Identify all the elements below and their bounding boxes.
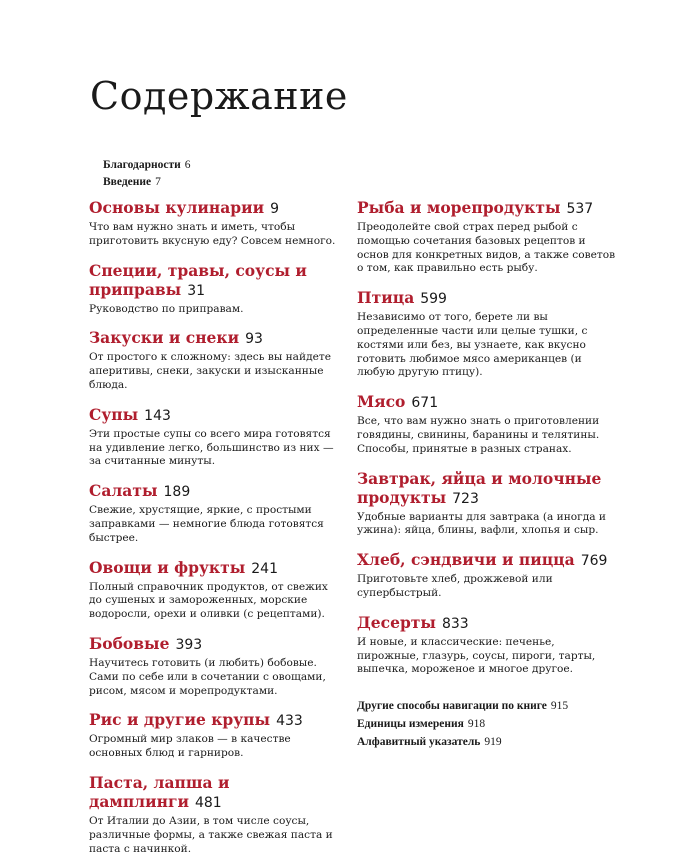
- front-matter-page: 7: [155, 176, 161, 188]
- chapter-description: Преодолейте свой страх перед рыбой с помощью сочетания базовых рецептов и основ для конкретных видов, а также советов о том, как правильно есть рыбу.: [357, 221, 616, 275]
- chapter-page: 769: [580, 553, 608, 570]
- chapter-description: Удобные варианты для завтрака (а иногда и ужина): яйца, блины, вафли, хлопья и сыр.: [357, 510, 606, 537]
- back-matter-label: Алфавитный указатель: [357, 736, 481, 749]
- chapter-entry[interactable]: [357, 392, 617, 456]
- front-matter-label: Благодарности: [103, 159, 181, 171]
- front-matter-item[interactable]: [103, 174, 190, 191]
- chapter-heading: [89, 773, 344, 813]
- back-matter-list: [357, 697, 617, 751]
- chapter-description: От простого к сложному: здесь вы найдете аперитивы, снеки, закуски и изысканные блюда.: [89, 351, 331, 391]
- chapter-title: Супы: [89, 404, 139, 424]
- chapter-title: Десерты: [357, 612, 436, 632]
- chapter-title: Салаты: [89, 481, 158, 501]
- chapter-heading: [357, 198, 617, 219]
- chapter-description: Свежие, хрустящие, яркие, с простыми заправками — немногие блюда готовятся быстрее.: [89, 504, 324, 544]
- back-matter-label: Другие способы навигации по книге: [357, 700, 547, 713]
- chapter-description: Эти простые супы со всего мира готовятся на удивление легко, большинство из них — за считанные минуты.: [89, 427, 334, 468]
- chapter-entry[interactable]: [357, 469, 617, 539]
- chapter-description: Все, что вам нужно знать о приготовлении говядины, свинины, баранины и телятины. Способы, принятые в разных странах.: [357, 415, 600, 455]
- chapter-heading: [357, 392, 617, 413]
- chapter-page: 537: [566, 201, 594, 217]
- chapter-page: 481: [194, 794, 222, 811]
- back-matter-page: 915: [550, 700, 569, 713]
- chapter-page: 9: [270, 201, 280, 217]
- front-matter-list: [103, 157, 190, 191]
- right-column: [357, 198, 617, 751]
- chapter-title: Бобовые: [89, 633, 170, 653]
- chapter-description: И новые, и классические: печенье, пирожные, глазурь, соусы, пироги, тарты, выпечка, мороженое и многое другое.: [357, 635, 596, 676]
- chapter-entry[interactable]: [357, 613, 617, 677]
- chapter-entry[interactable]: [89, 198, 344, 249]
- chapter-heading: [89, 198, 344, 219]
- chapter-entry[interactable]: [89, 558, 344, 622]
- chapter-description: Руководство по приправам.: [89, 302, 244, 315]
- chapter-page: 723: [452, 490, 479, 507]
- chapter-page: 393: [175, 636, 203, 653]
- chapter-heading: [89, 261, 344, 301]
- chapter-entry[interactable]: [89, 481, 344, 545]
- chapter-title: Птица: [357, 288, 415, 308]
- back-matter-page: 919: [484, 736, 502, 749]
- chapter-heading: [89, 558, 344, 579]
- chapter-page: 433: [276, 713, 303, 730]
- chapter-description: Независимо от того, берете ли вы определенные части или целые тушки, с костями или без, вы узнаете, как вкусно готовить любимое мясо американцев (и любую другую птицу).: [357, 311, 588, 379]
- back-matter-item[interactable]: [357, 715, 617, 733]
- chapter-title: Основы кулинарии: [89, 198, 265, 217]
- chapter-title: Завтрак, яйца и молочные продукты: [357, 468, 602, 507]
- chapter-description: Полный справочник продуктов, от свежих до сушеных и замороженных, морские водоросли, орехи и оливки (с рецептами).: [89, 580, 328, 621]
- chapter-page: 93: [245, 331, 263, 348]
- chapter-page: 599: [420, 291, 447, 308]
- chapter-title: Закуски и снеки: [89, 328, 240, 348]
- back-matter-item[interactable]: [357, 733, 617, 751]
- chapter-entry[interactable]: [89, 634, 344, 698]
- left-column: [89, 198, 344, 868]
- chapter-title: Специи, травы, соусы и приправы: [89, 260, 307, 299]
- chapter-page: 189: [163, 484, 191, 501]
- chapter-heading: [89, 634, 344, 655]
- chapter-entry[interactable]: [89, 405, 344, 469]
- chapter-heading: [357, 469, 617, 509]
- chapter-heading: [357, 288, 617, 309]
- chapter-entry[interactable]: [89, 328, 344, 392]
- chapter-page: 31: [187, 282, 206, 299]
- chapter-entry[interactable]: [357, 288, 617, 380]
- chapter-title: Рис и другие крупы: [89, 710, 271, 730]
- chapter-page: 143: [144, 407, 171, 424]
- chapter-page: 833: [441, 615, 469, 632]
- chapter-heading: [357, 613, 617, 634]
- chapter-description: Приготовьте хлеб, дрожжевой или супербыстрый.: [357, 573, 553, 599]
- front-matter-item[interactable]: [103, 157, 190, 174]
- back-matter-item[interactable]: [357, 697, 617, 715]
- chapter-description: Огромный мир злаков — в качестве основных блюд и гарниров.: [89, 733, 291, 760]
- chapter-description: От Италии до Азии, в том числе соусы, различные формы, а также свежая паста и паста с начинкой.: [89, 814, 333, 855]
- chapter-title: Овощи и фрукты: [89, 557, 246, 577]
- chapter-heading: [89, 328, 344, 349]
- chapter-heading: [89, 710, 344, 731]
- chapter-description: Научитесь готовить (и любить) бобовые. Сами по себе или в сочетании с овощами, рисом, мясом и морепродуктами.: [89, 656, 326, 697]
- chapter-heading: [89, 481, 344, 502]
- chapter-entry[interactable]: [89, 261, 344, 317]
- chapter-heading: [89, 405, 344, 426]
- chapter-page: 671: [411, 395, 439, 412]
- chapter-page: 241: [251, 560, 278, 577]
- chapter-title: Мясо: [357, 392, 406, 412]
- chapter-title: Хлеб, сэндвичи и пицца: [357, 550, 575, 570]
- front-matter-page: 6: [184, 159, 191, 171]
- back-matter-label: Единицы измерения: [357, 718, 464, 731]
- front-matter-label: Введение: [103, 176, 152, 188]
- chapter-entry[interactable]: [357, 198, 617, 276]
- chapter-entry[interactable]: [89, 710, 344, 761]
- chapter-entry[interactable]: [89, 773, 344, 856]
- back-matter-page: 918: [467, 718, 486, 731]
- chapter-title: Паста, лапша и дамплинги: [89, 772, 230, 811]
- chapter-title: Рыба и морепродукты: [357, 198, 561, 217]
- chapter-heading: [357, 550, 617, 571]
- chapter-entry[interactable]: [357, 550, 617, 601]
- chapter-description: Что вам нужно знать и иметь, чтобы приготовить вкусную еду? Совсем немного.: [89, 221, 336, 247]
- page-title: Содержание: [90, 74, 348, 118]
